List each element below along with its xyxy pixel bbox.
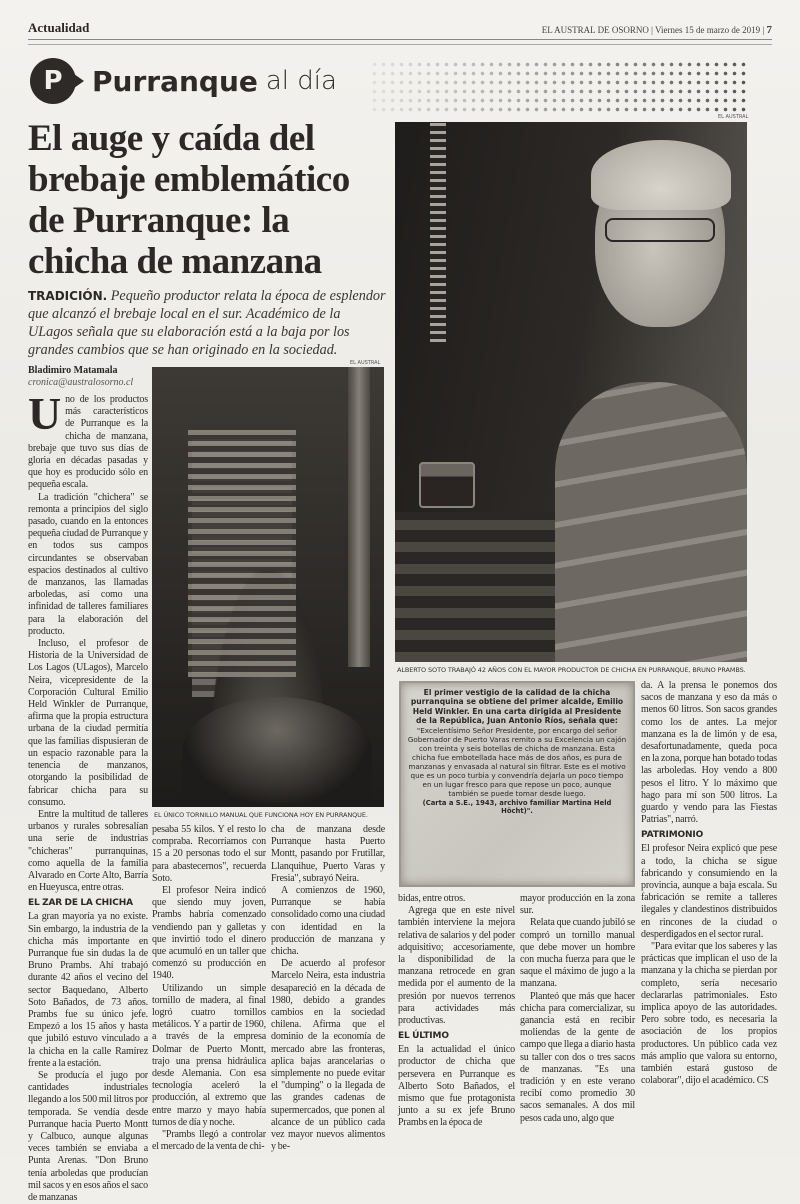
paragraph: "Prambs llegó a controlar el mercado de la venta de chi- — [152, 1129, 266, 1153]
drop-cap: U — [28, 388, 62, 439]
subheading-ultimo: EL ÚLTIMO — [398, 1031, 449, 1042]
paragraph: Agrega que en este nivel también interviene la mejora relativa de salarios y del poder adquisitivo; accesoriamente, la disponibilidad de la manzana retrocede en gran medida por el aumento de la presión por nuevos terrenos para actividades más productivas. — [398, 905, 515, 1027]
eyeglasses — [605, 218, 715, 242]
deck-kicker: TRADICIÓN. — [28, 289, 108, 303]
chicha-glass — [419, 462, 475, 508]
article-column-6 — [641, 680, 777, 1088]
paragraph: Se producía el jugo por cantidades industriales llegando a los 500 mil litros por temporada. Se vendía desde Purranque hacia Puerto Montt y Calbuco, aunque algunas veces también se enviaba a Punta Arenas. "Don Bruno tenía arboledas que producían mil sacos y en esos años el saco de manzanas — [28, 1069, 148, 1203]
paragraph: De acuerdo al profesor Marcelo Neira, esta industria desapareció en la década de 1980, debido a grandes cambios en la sociedad chilena. Afirma que el dominio de la economía de mercado abre las fronteras, aplica bajas arancelarias o simplemente no puede evitar el "dumping" o la llegada de las grandes cadenas de supermercados, que ponen al alcance de un público cada vez mayor nuevos alimentos y be- — [271, 958, 385, 1153]
paragraph: Incluso, el profesor de Historia de la Universidad de Los Lagos (ULagos), Marcelo Neira, vicepresidente de la Corporación Cultural Emilio Held Winkler de Purranque, afirma que la propia estructura urbana de la ciudad permitía que las familias dispusieran de un espacio razonable para la tenencia de manzanos, otorgando la posibilidad de fabricar chicha para su consumo. — [28, 638, 148, 808]
paragraph: mayor producción en la zona sur. — [520, 893, 635, 917]
press-photo-caption: EL ÚNICO TORNILLO MANUAL QUE FUNCIONA HOY EN PURRANQUE. — [154, 811, 368, 819]
author-name: Bladimiro Matamala — [28, 365, 118, 376]
paragraph: da. A la prensa le ponemos dos sacos de manzana y eso da más o menos 60 litros. Son sacos grandes como los de antes. La mejor manzana es la de limón y de esa, desafortunadamente, queda poca en la zona, porque han botado todas las arboledas. Hoy vendo a 800 pesos el litro. Y lo máximo que hago para mí son 500 litros. La guardo y vendo para las Fiestas Patrias", narró. — [641, 680, 777, 826]
paragraph: El profesor Neira indicó que siendo muy joven, Prambs habría comenzado vendiendo pan y galletas y que invirtió todo el dinero que acumuló en un taller que comenzó su producción en 1940. — [152, 885, 266, 982]
page-header — [28, 20, 772, 40]
historic-letter-box — [399, 681, 635, 887]
portrait-photo-caption: ALBERTO SOTO TRABAJÓ 42 AÑOS CON EL MAYOR PRODUCTOR DE CHICHA EN PURRANQUE, BRUNO PRAMBS. — [397, 666, 746, 674]
paragraph: bidas, entre otros. — [398, 893, 466, 904]
photo-credit: EL AUSTRAL — [718, 114, 749, 120]
press-vat — [182, 697, 372, 807]
paragraph: "Para evitar que los saberes y las prácticas que implican el uso de la manzana y la chicha se pierdan por completo, sería necesario declararlas patrimoniales. Esto implica apoyo de las autoridades. Pero sobre todo, es necesaria la asociación de los propios productores. Un público cada vez más amplio que valora su entorno, también estará gustoso de colaborar", dijo el académico. CS — [641, 941, 777, 1087]
paragraph: En la actualidad el único productor de chicha que persevera en Purranque es Alberto Soto Bañados, el mismo que fue protagonista junto a su ex jefe Bruno Prambs en la época de — [398, 1044, 515, 1129]
person-hair — [591, 140, 731, 210]
halftone-decoration — [370, 60, 750, 112]
paragraph: A comienzos de 1960, Purranque se había consolidado como una ciudad con identidad en la producción de manzana y chicha. — [271, 885, 385, 958]
article-column-5 — [520, 893, 635, 1125]
letter-intro: El primer vestigio de la calidad de la chicha purranquina se obtiene del primer alcalde, Emilio Held Winkler. En una carta dirigida al Presidente de la República, Juan Antonio Ríos, señala que: — [410, 688, 624, 726]
paragraph: no de los productos más característicos de Purranque es la chicha de manzana, brebaje que tuvo sus días de gloria en décadas pasadas y que hoy es producido sólo en pequeña escala. — [28, 394, 148, 491]
section-label: Actualidad — [28, 20, 90, 35]
masthead: EL AUSTRAL DE OSORNO | Viernes 15 de marzo de 2019 | 7 — [541, 24, 772, 36]
author-email[interactable]: cronica@australosorno.cl — [28, 377, 134, 388]
paragraph: La tradición "chichera" se remonta a principios del siglo pasado, cuando en la entonces pequeña ciudad de Purranque y en todos sus campos circundantes se observaban espacios destinados al cultivo de manzanos, las llamadas arboledas, así como una infinidad de talleres familiares para la elaboración del producto. — [28, 491, 148, 637]
photo-credit: EL AUSTRAL — [350, 360, 381, 366]
paragraph: Entre la multitud de talleres urbanos y rurales sobresalían una serie de industrias "chicheras" purranquinas, como aquella de la familia Alvarado en Corte Alto, Barría en Hueyusca, entre otras. — [28, 808, 148, 894]
paragraph: cha de manzana desde Purranque hasta Puerto Montt, pasando por Frutillar, Llanquihue, Puerto Varas y Fresia", subrayó Neira. — [271, 824, 385, 884]
letter-source: (Carta a S.E., 1943, archivo familiar Martina Held Höcht)". — [422, 798, 612, 816]
press-screw — [430, 122, 446, 342]
press-photo — [152, 367, 384, 807]
subheading-zar: EL ZAR DE LA CHICHA — [28, 898, 133, 909]
portrait-photo — [395, 122, 747, 662]
article-deck — [28, 287, 386, 359]
deck-text: Pequeño productor relata la época de esplendor que alcanzó el brebaje local en el sur. Académico de la ULagos señala que su elaboración está a la baja por los grandes cambios que se han originado en la sociedad. — [28, 288, 386, 358]
subheading-patrimonio: PATRIMONIO — [641, 830, 704, 841]
paragraph: Utilizando un simple tornillo de madera, al final logró cuatro tornillos metálicos. Y a partir de 1960, a través de la empresa Dolmar de Puerto Montt, trajo una prensa hidráulica desde Alemania. Con esa tecnología aceleró la producción, al extremo que entre marzo y mayo había turnos de día y noche. — [152, 982, 266, 1128]
article-column-3 — [271, 824, 385, 1153]
paragraph: pesaba 55 kilos. Y el resto lo compraba. Recorríamos con 15 a 20 personas todo el sur para abastecernos", recuerda Soto. — [152, 824, 266, 884]
issue-date: Viernes 15 de marzo de 2019 — [655, 25, 761, 35]
press-crates — [188, 427, 296, 677]
paragraph: Planteó que más que hacer chicha para comercializar, su ganancia está en recibir moliendas de la gente de campo que llega a diario hasta su taller con dos o tres sacos de manzanas. "Es una tradición y en este verano recibí como promedio 30 sacos semanales. A dos mil pesos cada uno, algo que — [520, 990, 635, 1124]
article-headline: El auge y caída del brebaje emblemático de Purranque: la chicha de manzana — [28, 118, 350, 282]
page-number: 7 — [766, 24, 772, 36]
byline — [28, 365, 148, 389]
brand-town: Purranque — [92, 64, 258, 98]
section-brand — [30, 58, 337, 104]
paragraph: Relata que cuando jubiló se compró un tornillo manual que debe mover un hombre con mucha fuerza para que le saque el máximo de jugo a la manzana. — [520, 917, 635, 990]
divider — [28, 44, 772, 45]
person-sweater — [555, 382, 747, 662]
p-logo-icon: P — [30, 58, 76, 104]
paragraph: El profesor Neira explicó que pese a todo, la chicha se sigue fabricando y consumiendo en la provincia, aunque a baja escala. Su fabricación se remite a talleres ilegales y clandestinos distribuidos en rincones de la ciudad o desperdigados en el sector rural. — [641, 843, 777, 940]
press-post — [348, 367, 370, 667]
article-column-1 — [28, 388, 148, 1203]
paragraph: La gran mayoría ya no existe. Sin embargo, la industria de la chicha más importante en Purranque fue sin dudas la de Bruno Prambs. Ahí trabajó durante 42 años el vecino del sector Baquedano, Alberto Soto Bañados, de 73 años. Prambs fue su único jefe. Empezó a los 15 años y hasta que jubiló estuvo vinculado a la chicha en la calle Ramírez frente a la estación. — [28, 911, 148, 1069]
article-column-4 — [398, 893, 515, 1130]
article-column-2 — [152, 824, 266, 1153]
publication-name: EL AUSTRAL DE OSORNO — [541, 25, 649, 35]
brand-tagline: al día — [265, 66, 337, 96]
letter-quote: "Excelentísimo Señor Presidente, por encargo del señor Gobernador de Puerto Varas remito a su Excelencia un cajón con treinta y seis botellas de chicha de manzana. Esta chicha fue embotellada hace más de dos años, es pura de manzanas y envasada al natural sin filtrar. Este es el motivo que es un poco turbia y convendría dejarla un poco tiempo en un lugar fresco para que repose un poco, aunque también se puede tomar desde luego. — [407, 725, 627, 798]
